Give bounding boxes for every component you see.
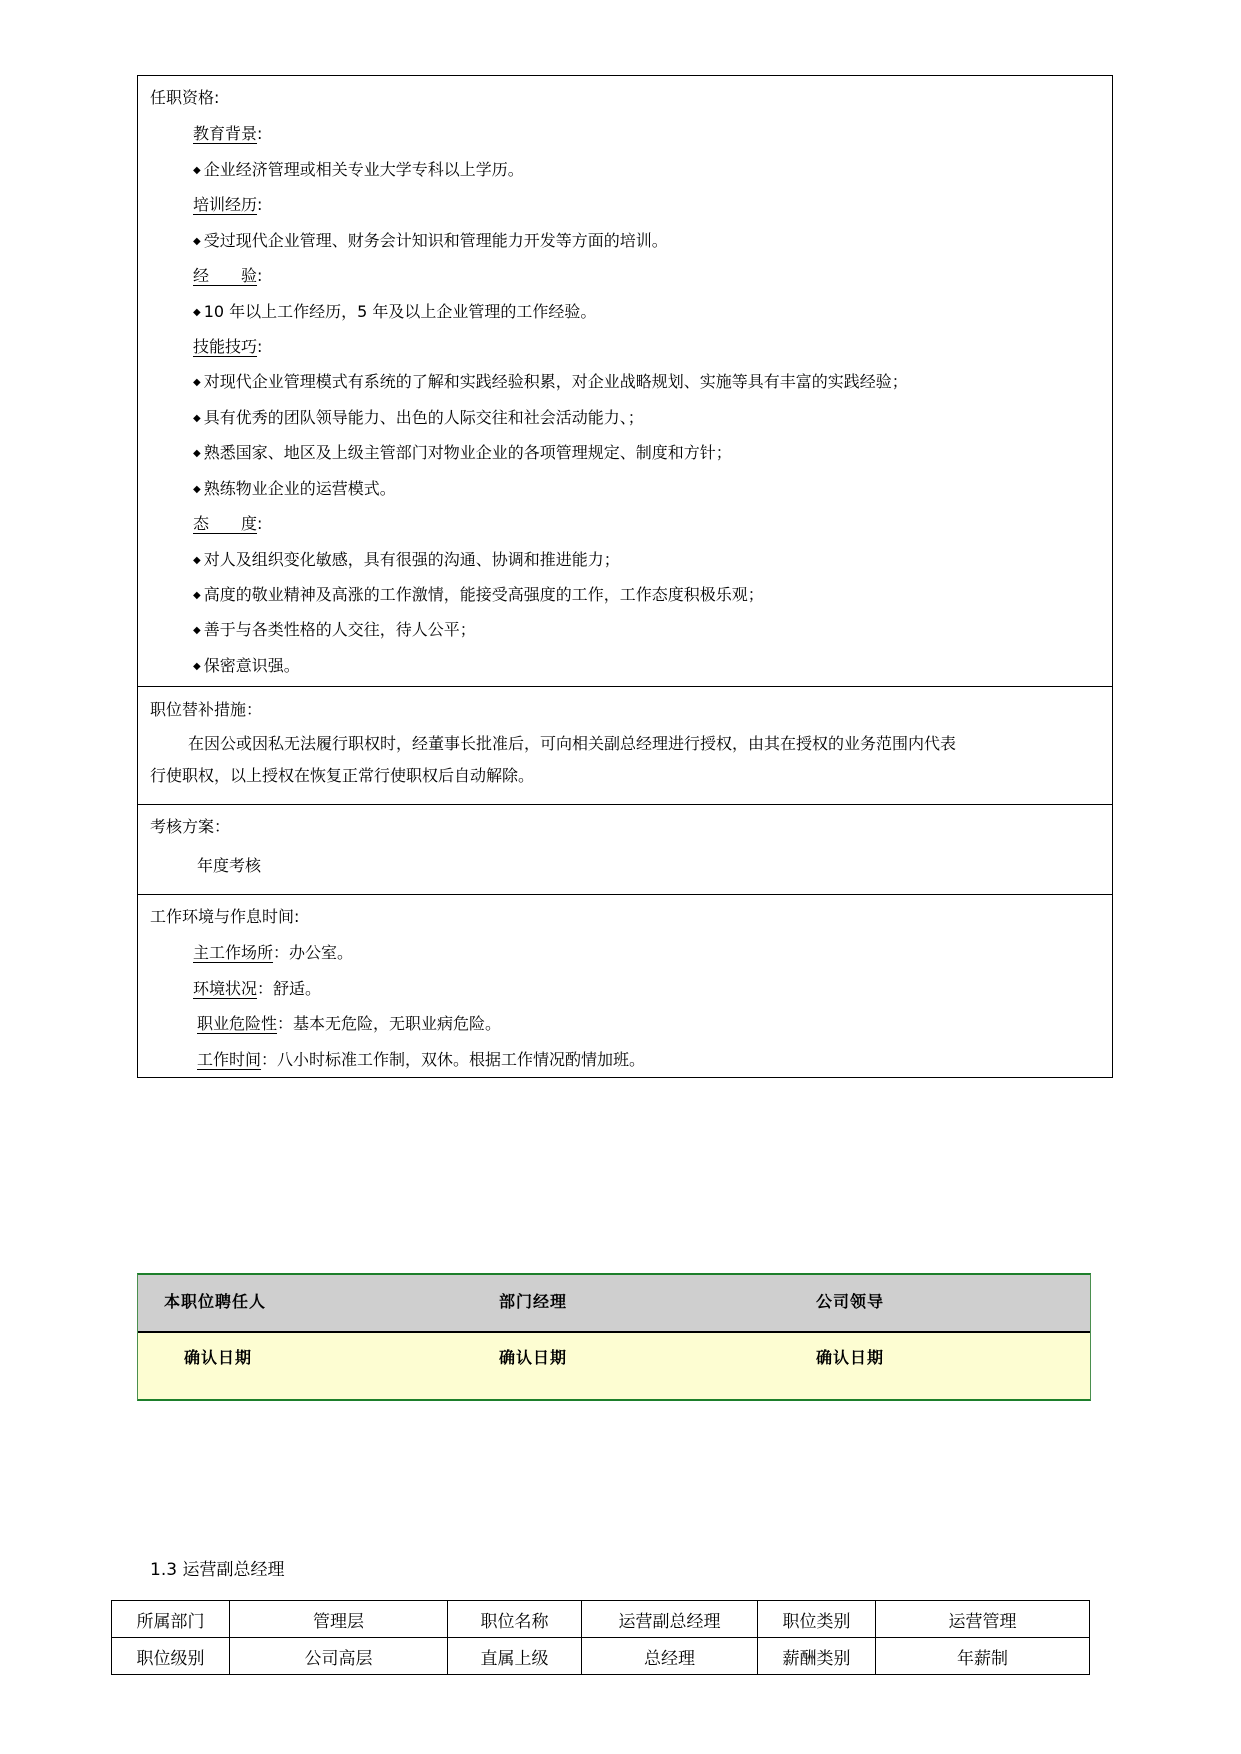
assessment-title: 考核方案： <box>150 817 231 836</box>
section-title: 1.3 运营副总经理 <box>150 1560 285 1580</box>
table-cell: 运营副总经理 <box>582 1601 758 1638</box>
environment-row: 工作时间：八小时标准工作制，双休。根据工作情况酌情加班。 <box>197 1050 646 1069</box>
attitude-label: 态 度: <box>193 514 263 533</box>
signature-dates <box>138 1333 1090 1399</box>
attitude-item: ◆ 高度的敬业精神及高涨的工作激情，能接受高强度的工作，工作态度积极乐观； <box>193 584 764 609</box>
environment-row: 职业危险性：基本无危险，无职业病危险。 <box>197 1014 502 1033</box>
training-item: ◆ 受过现代企业管理、财务会计知识和管理能力开发等方面的培训。 <box>193 230 668 255</box>
skills-item: ◆ 熟练物业企业的运营模式。 <box>193 478 396 503</box>
table-cell: 运营管理 <box>876 1601 1090 1638</box>
signature-appointee: 本职位聘任人 <box>164 1292 267 1311</box>
education-label: 教育背景: <box>193 124 263 143</box>
attitude-item: ◆ 对人及组织变化敏感，具有很强的沟通、协调和推进能力； <box>193 549 620 574</box>
confirm-date-label: 确认日期 <box>184 1348 253 1367</box>
table-cell: 直属上级 <box>448 1638 582 1675</box>
section-divider <box>138 804 1112 805</box>
substitution-text-1: 在因公或因私无法履行职权时，经董事长批准后，可向相关副总经理进行授权，由其在授权的业务范围内代表 <box>188 734 957 753</box>
qualification-title: 任职资格: <box>150 88 220 107</box>
signature-dept-manager: 部门经理 <box>499 1292 568 1311</box>
education-item: ◆ 企业经济管理或相关专业大学专科以上学历。 <box>193 159 524 184</box>
section-divider <box>138 686 1112 687</box>
section-divider <box>138 894 1112 895</box>
table-cell: 职位名称 <box>448 1601 582 1638</box>
attitude-item: ◆ 善于与各类性格的人交往，待人公平； <box>193 619 476 644</box>
table-cell: 职位类别 <box>758 1601 876 1638</box>
table-row <box>112 1638 1090 1675</box>
job-description-box <box>137 75 1113 1078</box>
environment-title: 工作环境与作息时间: <box>150 907 300 926</box>
environment-row: 环境状况：舒适。 <box>193 979 322 998</box>
experience-label: 经 验: <box>193 266 263 285</box>
signature-company-leader: 公司领导 <box>816 1292 885 1311</box>
confirm-date-label: 确认日期 <box>816 1348 885 1367</box>
skills-item: ◆ 对现代企业管理模式有系统的了解和实践经验积累，对企业战略规划、实施等具有丰富的实践经验； <box>193 371 908 396</box>
table-row <box>112 1601 1090 1638</box>
table-cell: 所属部门 <box>112 1601 230 1638</box>
skills-label: 技能技巧: <box>193 337 263 356</box>
substitution-title: 职位替补措施： <box>150 700 263 719</box>
confirm-date-label: 确认日期 <box>499 1348 568 1367</box>
table-cell: 职位级别 <box>112 1638 230 1675</box>
substitution-text-2: 行使职权，以上授权在恢复正常行使职权后自动解除。 <box>150 766 535 785</box>
signature-box <box>137 1273 1091 1401</box>
signature-header <box>138 1275 1090 1333</box>
position-info-table <box>111 1600 1090 1675</box>
environment-row: 主工作场所：办公室。 <box>193 943 354 962</box>
experience-item: ◆ 10 年以上工作经历，5 年及以上企业管理的工作经验。 <box>193 301 596 326</box>
assessment-value: 年度考核 <box>197 856 262 875</box>
table-cell: 管理层 <box>230 1601 448 1638</box>
skills-item: ◆ 具有优秀的团队领导能力、出色的人际交往和社会活动能力、； <box>193 407 644 432</box>
table-cell: 年薪制 <box>876 1638 1090 1675</box>
table-cell: 公司高层 <box>230 1638 448 1675</box>
attitude-item: ◆ 保密意识强。 <box>193 655 300 680</box>
training-label: 培训经历: <box>193 195 263 214</box>
skills-item: ◆ 熟悉国家、地区及上级主管部门对物业企业的各项管理规定、制度和方针； <box>193 442 732 467</box>
table-cell: 总经理 <box>582 1638 758 1675</box>
table-cell: 薪酬类别 <box>758 1638 876 1675</box>
